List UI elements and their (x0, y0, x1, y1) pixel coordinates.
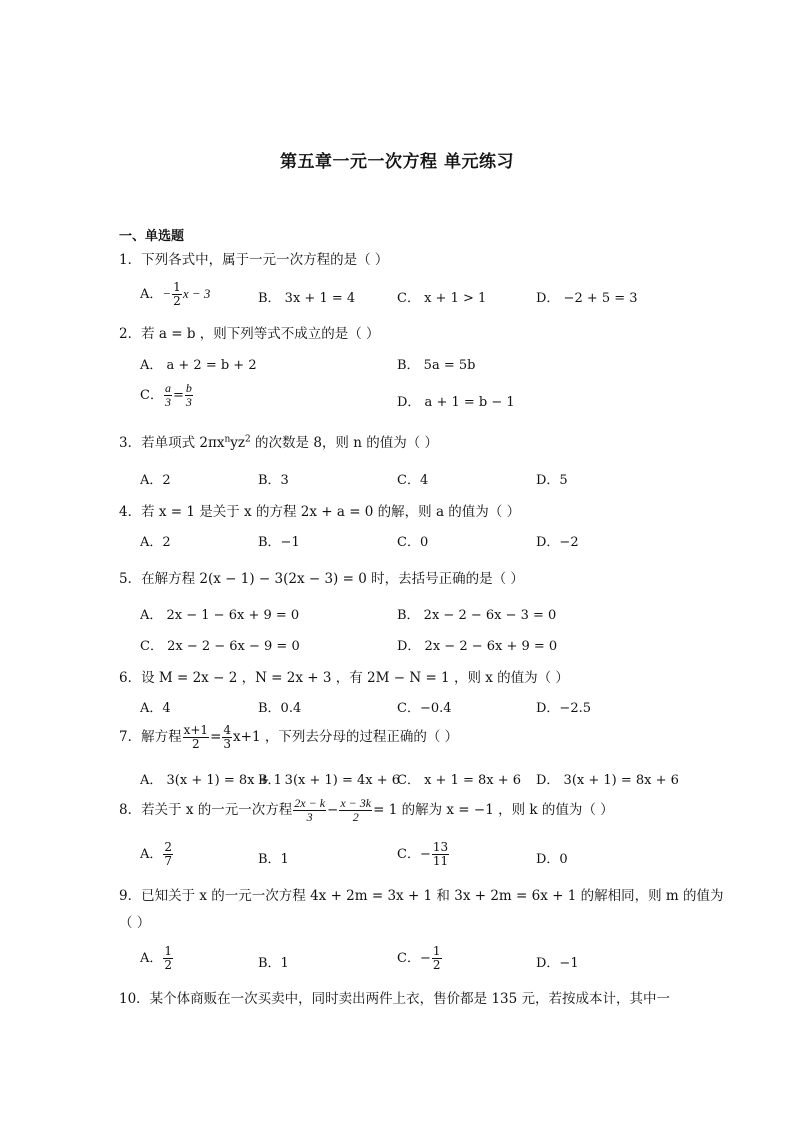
q8-option-d: D．0 (536, 852, 568, 867)
question-3: 3．若单项式 $2\pi x^nyz^2$ 的次数是 8，则 n 的值为（ ） (119, 434, 438, 451)
q1-option-a: A．− $\frac{1}{2}$ x − 3 (140, 280, 211, 308)
q1-option-d: D． −2 + 5 = 3 (536, 291, 638, 306)
q2-option-b: B． 5a = 5b (397, 358, 476, 373)
q6-option-d: D．−2.5 (536, 701, 591, 716)
question-10: 10．某个体商贩在一次买卖中，同时卖出两件上衣，售价都是 135 元，若按成本计，其中一 (119, 991, 671, 1007)
q9-option-b: B．1 (258, 956, 289, 971)
q4-option-b: B．−1 (258, 535, 300, 550)
question-6: 6．设 M = 2x − 2 ，N = 2x + 3 ，有 2M − N = 1 ，则 x 的值为（ ） (119, 670, 569, 686)
q3-option-c: C．4 (397, 473, 429, 488)
question-8: 8．若关于 x 的一元一次方程 $\frac{2x - k}{3}$ − $\frac{x - 3k}{2}$ = 1 的解为 x = −1 ，则 k 的值为（ ） (119, 796, 614, 824)
q5-option-b: B． 2x − 2 − 6x − 3 = 0 (397, 608, 557, 623)
q5-option-d: D． 2x − 2 − 6x + 9 = 0 (397, 639, 558, 654)
q8-option-c: C．− $\frac{13}{11}$ (397, 840, 449, 868)
q2-option-a: A． a + 2 = b + 2 (140, 358, 257, 373)
question-5: 5．在解方程 2(x − 1) − 3(2x − 3) = 0 时，去括号正确的是（ ） (119, 571, 524, 587)
q4-option-d: D．−2 (536, 535, 579, 550)
q9-option-c: C．− $\frac{1}{2}$ (397, 944, 441, 972)
section-heading: 一、单选题 (119, 229, 185, 244)
q3-option-d: D．5 (536, 473, 568, 488)
question-9-cont: （ ） (119, 915, 151, 931)
q1-option-c: C． x + 1 > 1 (397, 291, 487, 306)
q2-option-d: D． a + 1 = b − 1 (397, 395, 515, 410)
q3-option-b: B．3 (258, 473, 289, 488)
q7-option-d: D． 3(x + 1) = 8x + 6 (536, 773, 679, 788)
question-9: 9．已知关于 x 的一元一次方程 4x + 2m = 3x + 1 和 3x + 2m = 6x + 1 的解相同，则 m 的值为 (119, 888, 724, 904)
q7-option-a: A． 3(x + 1) = 8x + 1 (140, 773, 282, 788)
q4-option-a: A．2 (140, 535, 171, 550)
q8-option-b: B．1 (258, 852, 289, 867)
question-4: 4．若 x = 1 是关于 x 的方程 2x + a = 0 的解，则 a 的值为（ ） (119, 504, 521, 520)
question-7: 7．解方程 $\frac{x+1}{2}$ = $\frac{4}{3}$ x+1 ，下列去分母的过程正确的（ ） (119, 723, 459, 751)
q4-option-c: C．0 (397, 535, 429, 550)
q1-option-b: B． 3x + 1 = 4 (258, 291, 356, 306)
q6-option-c: C．−0.4 (397, 701, 452, 716)
q6-option-a: A．4 (140, 701, 171, 716)
q5-option-a: A． 2x − 1 − 6x + 9 = 0 (140, 608, 300, 623)
q9-option-d: D．−1 (536, 956, 579, 971)
q7-option-c: C． x + 1 = 8x + 6 (397, 773, 522, 788)
question-1: 1．下列各式中，属于一元一次方程的是（ ） (119, 252, 389, 268)
page-title: 第五章一元一次方程 单元练习 (280, 152, 514, 172)
q9-option-a: A． $\frac{1}{2}$ (140, 944, 173, 972)
q5-option-c: C． 2x − 2 − 6x − 9 = 0 (140, 639, 300, 654)
question-2: 2．若 a = b ，则下列等式不成立的是（ ） (119, 326, 380, 342)
q8-option-a: A． $\frac{2}{7}$ (140, 840, 173, 868)
q7-option-b: B． 3(x + 1) = 4x + 6 (258, 773, 401, 788)
q3-option-a: A．2 (140, 473, 171, 488)
q2-option-c: C． $\frac{a}{3}$ = $\frac{b}{3}$ (140, 381, 192, 409)
q6-option-b: B．0.4 (258, 701, 302, 716)
